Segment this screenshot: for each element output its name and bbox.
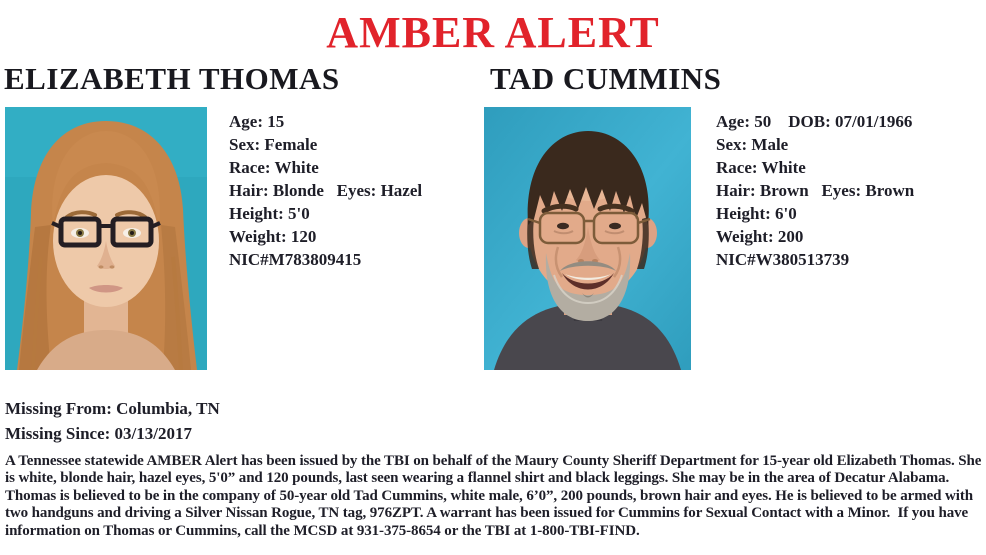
detail-line: Sex: Male xyxy=(716,135,789,154)
detail-line: Sex: Female xyxy=(229,135,318,154)
alert-description: A Tennessee statewide AMBER Alert has been issued by the TBI on behalf of the Maury County Sheriff Department for 15-year old Elizabeth Thomas. She is white, blonde hair, hazel eyes, 5'0” and 120 pounds, last seen wearing a flannel shirt and black leggings. She may be in the area of Decatur Alabama. Thomas is believed to be in the company of 50-year old Tad Cummins, white male, 6’0”, 200 pounds, brown hair and eyes. He is believed to be armed with two handguns and driving a Silver Nissan Rogue, TN tag, 976ZPT. A warrant has been issued for Cummins for Sexual Contact with a Minor. If you have information on Thomas or Cummins, call the MCSD at 931-375-8654 or the TBI at 1-800-TBI-FIND. xyxy=(5,453,985,539)
missing-from-line: Missing From: Columbia, TN xyxy=(5,399,220,418)
person-name-tad-cummins: TAD CUMMINS xyxy=(490,61,722,96)
footer xyxy=(5,399,985,540)
elizabeth-thomas-photo xyxy=(5,107,207,370)
detail-line: Hair: Blonde Eyes: Hazel xyxy=(229,181,423,200)
detail-line: Height: 6'0 xyxy=(716,204,797,223)
detail-line: Age: 15 xyxy=(229,112,285,131)
detail-line: Weight: 120 xyxy=(229,227,317,246)
detail-line: NIC#W380513739 xyxy=(716,250,850,269)
tad-cummins-details xyxy=(716,110,914,271)
elizabeth-thomas-portrait-graphic xyxy=(5,107,207,370)
detail-line: Hair: Brown Eyes: Brown xyxy=(716,181,915,200)
elizabeth-thomas-details xyxy=(229,110,422,271)
detail-line: Height: 5'0 xyxy=(229,204,310,223)
detail-line: Race: White xyxy=(716,158,806,177)
detail-line: Race: White xyxy=(229,158,319,177)
missing-since-line: Missing Since: 03/13/2017 xyxy=(5,424,193,443)
person-name-elizabeth-thomas: ELIZABETH THOMAS xyxy=(4,61,340,96)
detail-line: NIC#M783809415 xyxy=(229,250,362,269)
detail-line: Weight: 200 xyxy=(716,227,804,246)
alert-title: AMBER ALERT xyxy=(326,8,660,57)
detail-line: Age: 50 DOB: 07/01/1966 xyxy=(716,112,913,131)
tad-cummins-photo xyxy=(484,107,691,370)
tad-cummins-portrait-graphic xyxy=(484,107,691,370)
